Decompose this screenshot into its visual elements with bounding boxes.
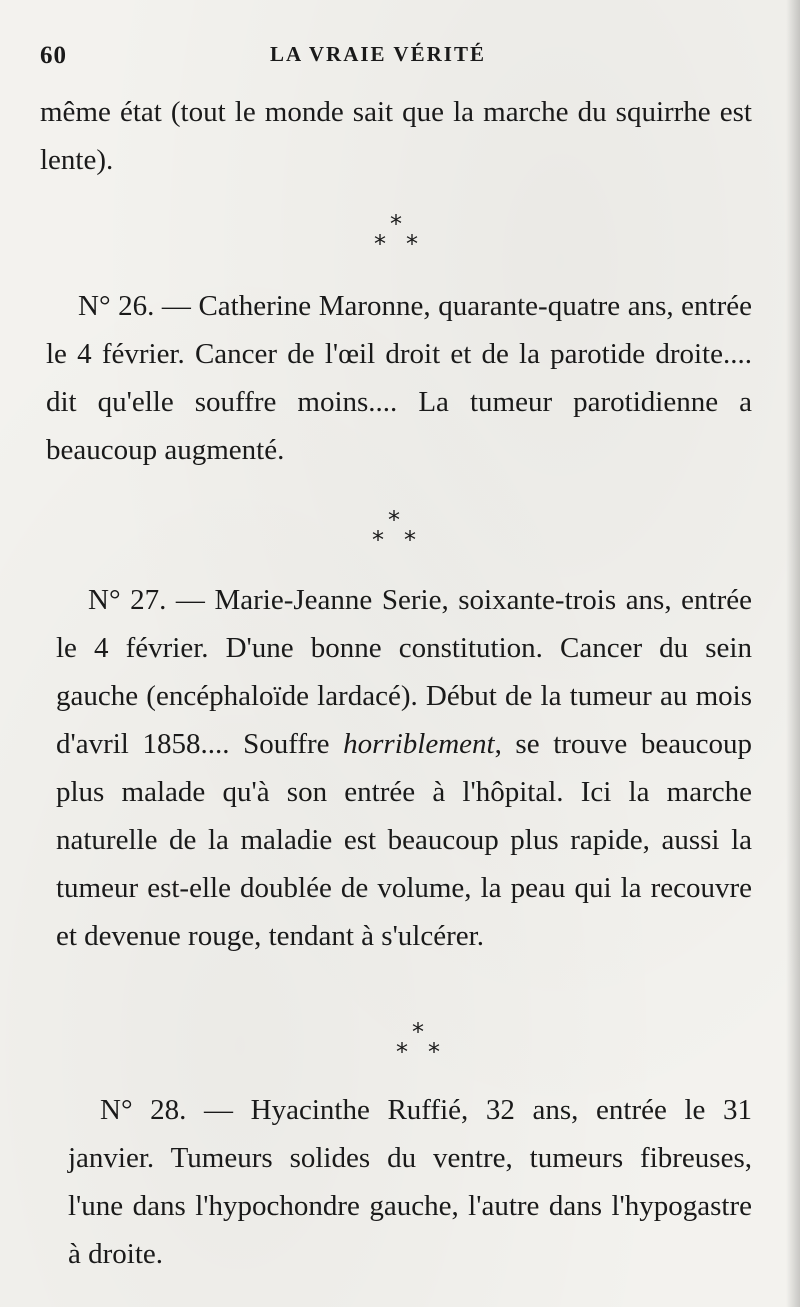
running-title: LA VRAIE VÉRITÉ: [270, 42, 486, 66]
page-edge-shadow: [786, 0, 800, 1307]
continuation-text: même état (tout le monde sait que la marche du squirrhe est lente).: [40, 96, 752, 176]
entry-emphasis: horriblement: [343, 728, 495, 760]
entry-text: , se trouve beaucoup plus malade qu'à son entrée à l'hôpital. Ici la marche naturelle de la maladie est beaucoup plus rapide, aussi la tumeur est-elle doublée de volume, la peau qui la recouvre et devenue rouge, tendant à s'ulcérer.: [56, 728, 752, 952]
entry-text: — Catherine Maronne, quarante-quatre ans, entrée le 4 février. Cancer de l'œil droit et de la parotide droite.... dit qu'elle souffre moins.... La tumeur parotidienne a beaucoup augmenté.: [46, 290, 752, 466]
entry-number: N° 27.: [88, 584, 167, 616]
page-number: 60: [40, 42, 67, 69]
entry-27: [56, 576, 752, 960]
asterism-separator: * * *: [374, 210, 418, 258]
entry-text: — Hyacinthe Ruffié, 32 ans, entrée le 31 janvier. Tumeurs solides du ventre, tumeurs fibreuses, l'une dans l'hypochondre gauche, l'autre dans l'hypogastre à droite.: [68, 1094, 753, 1270]
entry-28: [68, 1086, 752, 1278]
entry-26: [46, 282, 752, 474]
continuation-paragraph: [40, 88, 752, 184]
page-header: [40, 42, 760, 78]
entry-number: N° 26.: [78, 290, 155, 322]
entry-text: — Marie-Jeanne Serie, soixante-trois ans, entrée le 4 février. D'une bonne constitution. Cancer du sein gauche (encéphaloïde lardacé). Début de la tumeur au mois d'avril 1858.... Souffre: [56, 584, 752, 760]
asterism-separator: * * *: [372, 506, 416, 554]
entry-number: N° 28.: [100, 1094, 187, 1126]
asterism-separator: * * *: [396, 1018, 440, 1066]
